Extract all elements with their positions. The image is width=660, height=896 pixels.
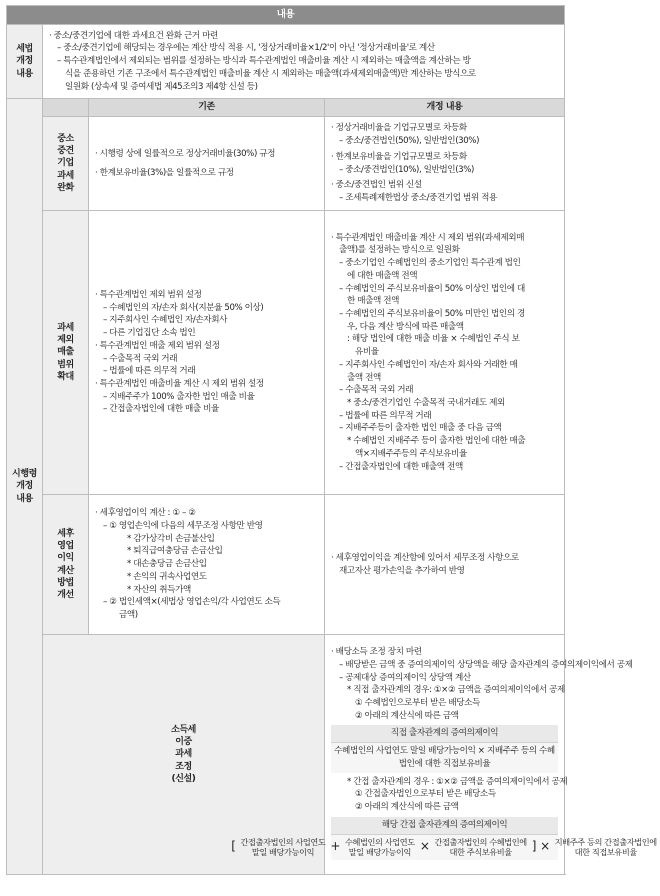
text-line: – 공제대상 증여의제이익 상당액 계산 xyxy=(339,672,471,683)
text-line: – 수출목적 국외 거래 xyxy=(339,385,414,396)
bracket-open: [ xyxy=(231,839,236,854)
text-line: 일원화 (상속세 및 증여세법 제45조의3 제4항 신설 등) xyxy=(65,81,258,92)
text-line: · 한계보유비율을 기업규모별로 차등화 xyxy=(331,151,467,162)
text-line: · 특수관계법인 매출비율 계산 시 제외 범위 설정 xyxy=(95,378,264,389)
row-label-double-tax: 소득세 이중 과세 조정 (신설) xyxy=(43,635,325,875)
tax-revision-table xyxy=(6,5,657,875)
text-line: * 손익의 귀속사업연도 xyxy=(127,571,207,582)
times-operator: × xyxy=(540,839,550,854)
text-line: – 수출목적 국외 거래 xyxy=(103,353,178,364)
row-label-tax-law: 세법 개정 내용 xyxy=(7,25,43,99)
text-line: ① 간접출자법인으로부터 받은 배당소득 xyxy=(355,789,496,800)
text-line: · 중소/중견법인 범위 신설 xyxy=(331,180,422,191)
text-line: * 대손충당금 손금산입 xyxy=(127,559,207,570)
document xyxy=(6,5,657,891)
times-operator: × xyxy=(419,839,430,854)
text-line: · 특수관계법인 매출비율 계산 시 제외 범위(과세제외매 xyxy=(331,232,525,243)
text-line: – 중소기업인 수혜법인의 중소기업인 특수관계 법인 xyxy=(339,258,521,269)
row-label-exclusion: 과세 제외 매출 범위 확대 xyxy=(43,211,89,495)
col-header-after: 개정 내용 xyxy=(325,99,565,117)
formula-body: 수혜법인의 사업연도 말일 배당가능이익 × 지배주주 등의 수혜법인에 대한 직접보유비율 xyxy=(331,742,558,772)
text-line: : 해당 법인에 대한 매출 비율 × 수혜법인 주식 보 xyxy=(347,334,520,345)
text-line: – 조세특례제한법상 중소/중견기업 범위 적용 xyxy=(339,192,497,203)
text-line: – 배당받은 금액 중 증여의제이익 상당액을 해당 출자관계의 증여의제이익에서 공제 xyxy=(339,659,633,670)
text-line: – 간접출자법인에 대한 매출액 전액 xyxy=(339,461,463,472)
text-line: * 간접 출자관계의 경우 : ①×② 금액을 증여의제이익에서 공제 xyxy=(347,776,568,787)
text-line: – 특수관계법인에서 제외되는 범위를 설정하는 방식과 특수관계법인 매출비율 계산 시 제외하는 매출액을 계산하는 방 xyxy=(57,56,471,67)
formula-title: 해당 간접 출자관계의 증여의제이익 xyxy=(331,817,558,834)
text-line: ② 아래의 계산식에 따른 금액 xyxy=(355,710,459,721)
double-tax-content xyxy=(231,635,657,875)
formula-expression xyxy=(231,834,657,860)
text-line: 출액 전액 xyxy=(347,372,381,383)
text-line: – 수혜법인의 주식보유비율이 50% 이상인 법인에 대 xyxy=(339,283,525,294)
text-line: – 지배주주등이 출자한 법인 매출 중 다음 금액 xyxy=(339,423,502,434)
text-line: 재고자산 평가손익을 추가하여 반영 xyxy=(339,565,465,576)
tax-law-content xyxy=(43,25,565,99)
sme-after xyxy=(325,117,565,211)
text-line: – 중소/중견기업에 해당되는 경우에는 계산 방식 적용 시, '정상거래비율×1/2'이 아닌 '정상거래비율'로 계산 xyxy=(57,43,435,54)
row-label-after-tax: 세후 영업 이익 계산 방법 개선 xyxy=(43,495,89,635)
formula-box-indirect xyxy=(231,817,657,860)
text-line: – 지주회사인 수혜법인 자/손자회사 xyxy=(103,315,228,326)
text-line: · 시행령 상에 일률적으로 정상거래비율(30%) 규정 xyxy=(95,148,276,159)
text-line: 출액)를 설정하는 방식으로 일원화 xyxy=(339,245,460,256)
text-line: – 중소/중견법인(50%), 일반법인(30%) xyxy=(339,136,480,147)
row-label-sme: 중소 중견 기업 과세 완화 xyxy=(43,117,89,211)
subheader-blank xyxy=(43,99,89,117)
text-line: 금액) xyxy=(119,610,138,621)
text-line: * 자산의 취득가액 xyxy=(127,584,191,595)
text-line: ① 수혜법인으로부터 받은 배당소득 xyxy=(355,698,480,709)
after-tax-after xyxy=(325,495,565,635)
plus-operator: + xyxy=(330,839,341,854)
text-line: – 지배주주가 100% 출자한 법인 매출 비율 xyxy=(103,391,255,402)
formula-title: 직접 출자관계의 증여의제이익 xyxy=(331,725,558,742)
text-line: – 수혜법인의 자/손자 회사(지분율 50% 이상) xyxy=(103,302,264,313)
text-line: 에 대한 매출액 전액 xyxy=(347,270,418,281)
text-line: – 지주회사인 수혜법인이 자/손자 회사와 거래한 매 xyxy=(339,359,518,370)
text-line: · 세후영업이익 계산 : ① – ② xyxy=(95,508,196,519)
text-line: – 중소/중견법인(10%), 일반법인(3%) xyxy=(339,164,474,175)
text-line: * 수혜법인 지배주주 등이 출자한 법인에 대한 매출 xyxy=(347,436,526,447)
text-line: – ① 영업손익에 다음의 세무조정 사항만 반영 xyxy=(103,520,263,531)
text-line: – 다른 기업집단 소속 법인 xyxy=(103,328,196,339)
text-line: · 중소/중견기업에 대한 과세요건 완화 근거 마련 xyxy=(49,30,218,41)
text-line: – 수혜법인의 주식보유비율이 50% 미만인 법인의 경 xyxy=(339,308,525,319)
bracket-close: ] xyxy=(531,839,537,854)
exclusion-after xyxy=(325,211,565,495)
formula-term: 간접출자법인의 사업연도 말일 배당가능이익 xyxy=(240,836,326,858)
text-line: 우, 다음 계산 방식에 따른 매출액 xyxy=(347,321,464,332)
text-line: 한 매출액 전액 xyxy=(347,296,400,307)
row-label-decree: 시행령 개정 내용 xyxy=(7,99,43,875)
text-line: 액×지배주주등의 주식보유비율 xyxy=(355,448,467,459)
formula-term: 수혜법인의 사업연도 말일 배당가능이익 xyxy=(345,836,415,858)
formula-term: 간접출자법인의 수혜법인에 대한 주식보유비율 xyxy=(434,836,527,858)
formula-box-direct xyxy=(331,725,558,772)
col-header-before: 기존 xyxy=(89,99,325,117)
text-line: · 배당소득 조정 장치 마련 xyxy=(331,647,422,658)
text-line: – 법률에 따른 의무적 거래 xyxy=(103,366,196,377)
table-header: 내용 xyxy=(7,6,565,25)
text-line: – 법률에 따른 의무적 거래 xyxy=(339,410,432,421)
text-line: 식을 준용하던 기존 구조에서 특수관계법인 매출비율 계산 시 제외하는 매출액(과세제외매출액)만 계산하는 방식으로 xyxy=(65,68,476,79)
text-line: · 세후영업이익을 계산함에 있어서 세무조정 사항으로 xyxy=(331,552,519,563)
text-line: · 특수관계법인 매출 제외 범위 설정 xyxy=(95,340,220,351)
text-line: · 한계보유비율(3%)을 일률적으로 규정 xyxy=(95,167,234,178)
after-tax-before xyxy=(89,495,325,635)
text-line: · 정상거래비율을 기업규모별로 차등화 xyxy=(331,123,467,134)
text-line: ② 아래의 계산식에 따른 금액 xyxy=(355,802,459,813)
text-line: – 간접출자법인에 대한 매출 비율 xyxy=(103,404,219,415)
text-line: · 특수관계법인 제외 범위 설정 xyxy=(95,289,202,300)
text-line: – ② 법인세액×(세법상 영업손익/각 사업연도 소득 xyxy=(103,597,281,608)
text-line: * 직접 출자관계의 경우: ①×② 금액을 증여의제이익에서 공제 xyxy=(347,685,565,696)
exclusion-before xyxy=(89,211,325,495)
formula-term: 지배주주 등의 간접출자법인에 대한 직접보유비율 xyxy=(554,836,657,858)
text-line: * 감가상각비 손금불산입 xyxy=(127,533,215,544)
sme-before xyxy=(89,117,325,211)
text-line: 유비율 xyxy=(355,347,379,358)
text-line: * 퇴직급여충당금 손금산입 xyxy=(127,546,223,557)
text-line: * 중소/중견기업인 수출목적 국내거래도 제외 xyxy=(347,398,505,409)
